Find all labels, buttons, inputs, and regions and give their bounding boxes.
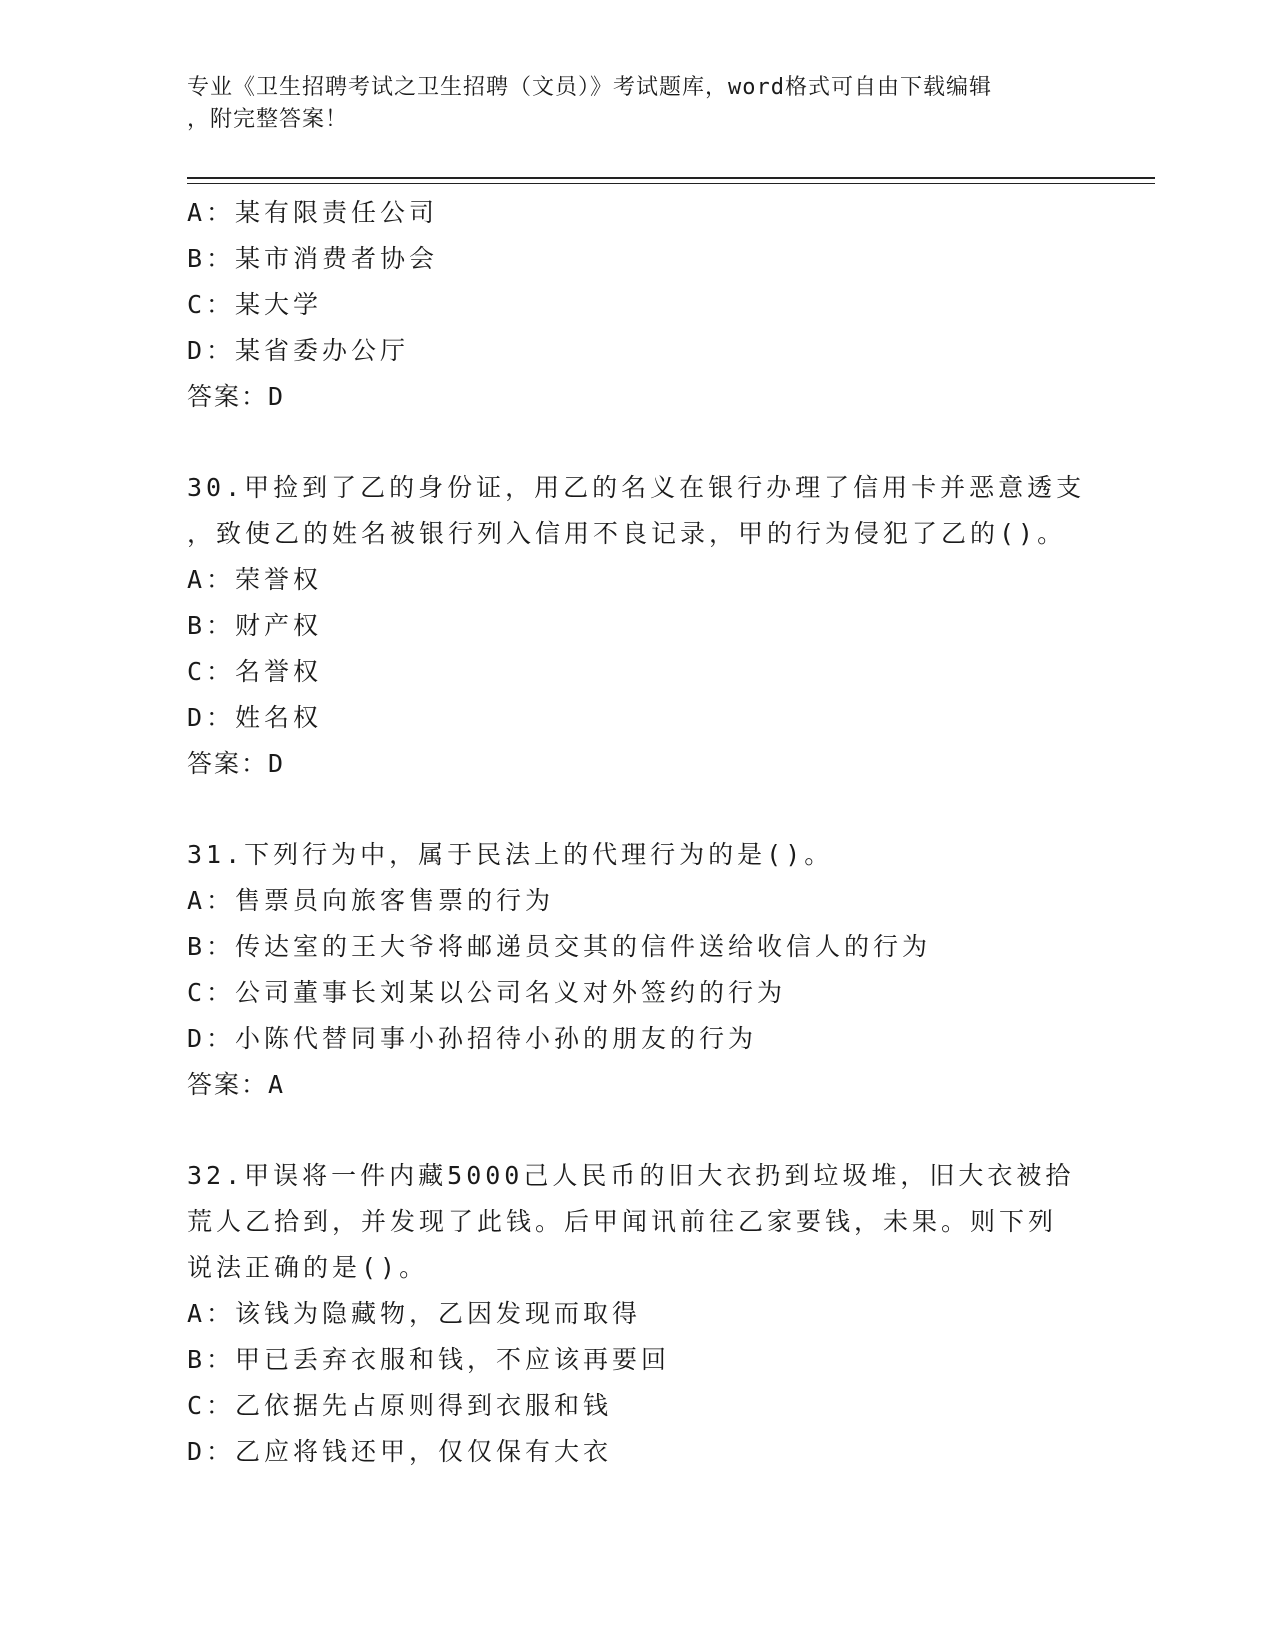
question-30 bbox=[187, 465, 1087, 787]
question-stem-line: 说法正确的是()。 bbox=[187, 1253, 429, 1282]
option-b: B：财产权 bbox=[187, 611, 323, 640]
option-b: B：传达室的王大爷将邮递员交其的信件送给收信人的行为 bbox=[187, 932, 932, 961]
answer-line: 答案：D bbox=[187, 382, 286, 411]
question-stem-line: 荒人乙拾到，并发现了此钱。后甲闻讯前往乙家要钱，未果。则下列 bbox=[187, 1207, 1058, 1236]
question-31 bbox=[187, 832, 1087, 1108]
question-32 bbox=[187, 1153, 1087, 1475]
header-line-1: 专业《卫生招聘考试之卫生招聘（文员）》考试题库，word格式可自由下载编辑 bbox=[187, 75, 992, 100]
option-a: A：该钱为隐藏物，乙因发现而取得 bbox=[187, 1299, 642, 1328]
header-rule-thin bbox=[187, 183, 1155, 184]
option-d: D：姓名权 bbox=[187, 703, 323, 732]
option-d: D：乙应将钱还甲，仅仅保有大衣 bbox=[187, 1437, 613, 1466]
option-d: D：某省委办公厅 bbox=[187, 336, 410, 365]
question-stem-line: 30.甲捡到了乙的身份证，用乙的名义在银行办理了信用卡并恶意透支 bbox=[187, 473, 1086, 502]
option-a: A：荣誉权 bbox=[187, 565, 323, 594]
option-a: A：某有限责任公司 bbox=[187, 198, 439, 227]
option-a: A：售票员向旅客售票的行为 bbox=[187, 886, 555, 915]
question-list bbox=[187, 190, 1087, 1475]
spacer bbox=[187, 1108, 1087, 1153]
question-stem-line: 32.甲误将一件内藏5000己人民币的旧大衣扔到垃圾堆，旧大衣被拾 bbox=[187, 1161, 1075, 1190]
option-c: C：名誉权 bbox=[187, 657, 323, 686]
answer-line: 答案：A bbox=[187, 1070, 286, 1099]
option-b: B：某市消费者协会 bbox=[187, 244, 439, 273]
answer-line: 答案：D bbox=[187, 749, 286, 778]
header-rule-thick bbox=[187, 177, 1155, 179]
option-c: C：乙依据先占原则得到衣服和钱 bbox=[187, 1391, 613, 1420]
question-stem-line: ，致使乙的姓名被银行列入信用不良记录，甲的行为侵犯了乙的()。 bbox=[187, 519, 1067, 548]
spacer bbox=[187, 787, 1087, 832]
option-c: C：某大学 bbox=[187, 290, 323, 319]
header-line-2: ，附完整答案！ bbox=[187, 107, 349, 132]
question-stem-line: 31.下列行为中，属于民法上的代理行为的是()。 bbox=[187, 840, 834, 869]
page-header bbox=[187, 72, 1067, 136]
option-d: D：小陈代替同事小孙招待小孙的朋友的行为 bbox=[187, 1024, 758, 1053]
option-c: C：公司董事长刘某以公司名义对外签约的行为 bbox=[187, 978, 787, 1007]
option-b: B：甲已丢弃衣服和钱，不应该再要回 bbox=[187, 1345, 671, 1374]
question-29 bbox=[187, 190, 1087, 420]
spacer bbox=[187, 420, 1087, 465]
